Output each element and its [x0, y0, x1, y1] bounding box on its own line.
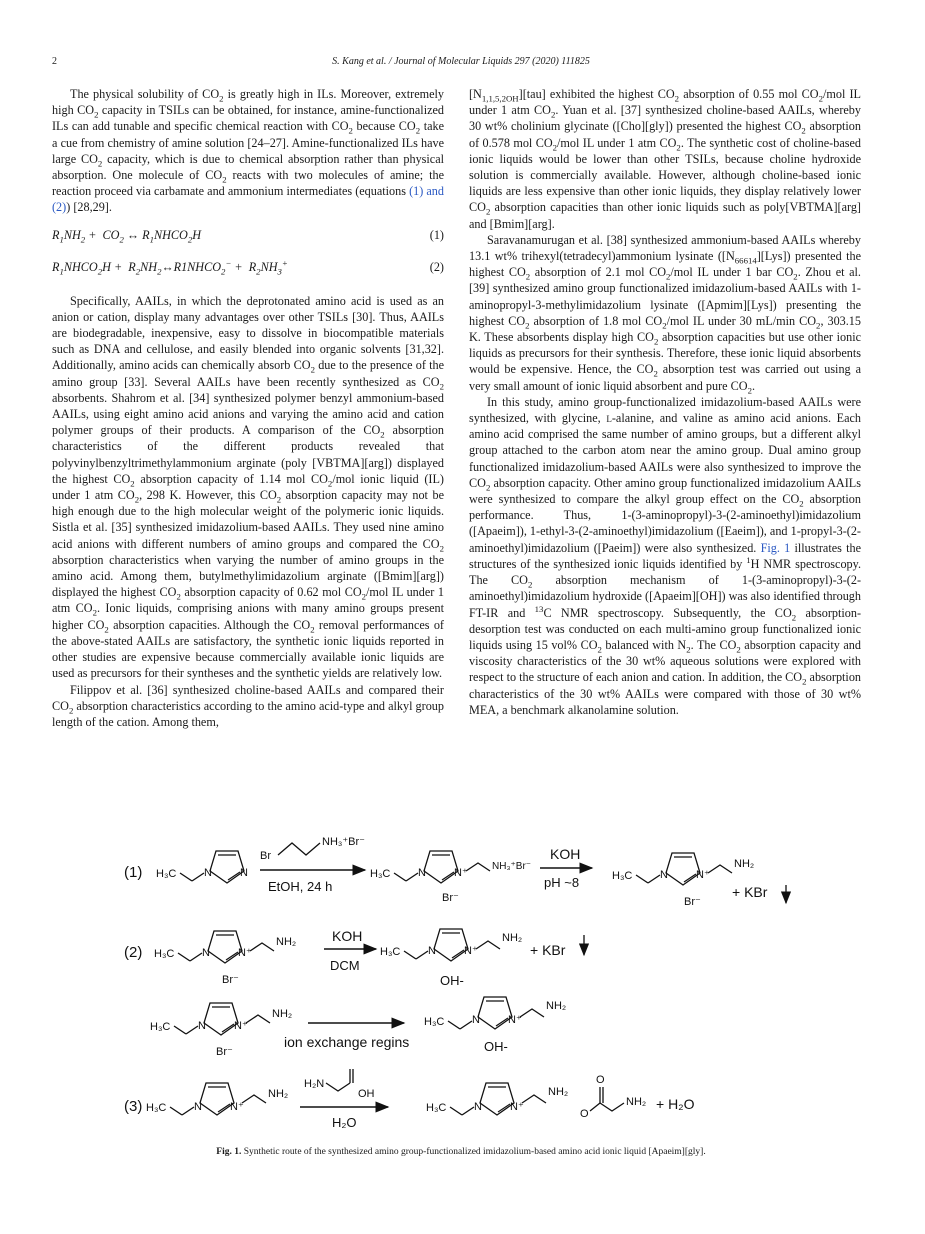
- atom-o: O: [580, 1108, 589, 1120]
- bond: [174, 1026, 186, 1034]
- atom-n: N: [660, 869, 668, 881]
- figure-caption-label: Fig. 1.: [216, 1147, 242, 1157]
- bond: [186, 1026, 198, 1034]
- imidazolium-ring: [666, 853, 700, 885]
- group-h3c: H₃C: [154, 948, 175, 960]
- atom-o: O: [596, 1074, 605, 1086]
- bond: [590, 1103, 600, 1111]
- group-nh2: NH₂: [268, 1088, 289, 1100]
- bond-chain: [466, 863, 490, 871]
- condition-water: H₂O: [332, 1115, 357, 1130]
- journal-citation: S. Kang et al. / Journal of Molecular Liquids 297 (2020) 111825: [332, 56, 590, 67]
- bond: [460, 1021, 472, 1029]
- bond: [450, 1107, 462, 1115]
- bond: [448, 1021, 460, 1029]
- paragraph: Specifically, AAILs, in which the deprotonated amino acid is used as an anion or cation, display many advantages over other TSILs [30]. Thus, AAILs are biodegradable, inexpensive, easy to dissolve in biocompatible materials such as DNA and cellulose, and easily blended into organic solvents [31,32]. Additionally, amino acids can chemically absorb $CO_2$ due to the presence of the amino group [33]. Several AAILs have been recently synthesized as $CO_2$ absorbents. Shahrom et al. [34] synthesized polymer benzyl ammonium-based AAILs, using eight amino acid anions and varying the amino acid and cation polymer groups of their products. A comparison of the $CO_2$ absorption characteristics of the different products revealed that polyvinylbenzyltrimethylammonium arginate (poly [VBTMA][arg]) displayed the highest $CO_2$ absorption capacity of 1.14 mol $CO_2$/mol ionic liquid (IL) under 1 atm $CO_2$, 298 K. However, this $CO_2$ absorption capacity may not be high enough due to the high molecular weight of the polymeric ionic liquids. Sistla et al. [35] synthesized imidazolium-based AAILs. They used nine amino acid anions with different numbers of amino groups and compared the $CO_2$ absorption characteristics when varying the number of amino groups in the amino acid. Among them, butylmethylimidazolium arginate ([Bmim][arg]) displayed the highest $CO_2$ absorption capacity of 0.62 mol $CO_2$/mol IL under 1 atm $CO_2$. Ionic liquids, comprising anions with many amino groups present higher $CO_2$ absorption capacities. Although the $CO_2$ removal performances of the above-stated AAILs are satisfactory, the synthetic ionic liquids reported in other studies are expensive because commercially available ionic liquids are used as precursors for their syntheses and the synthetic yields are relatively low.: [52, 293, 445, 681]
- group-h3c: H₃C: [370, 868, 391, 880]
- bond: [178, 953, 190, 961]
- synthesis-scheme-figure: [100, 825, 820, 1135]
- reagent-bromo: Br: [260, 850, 271, 862]
- bond: [648, 875, 660, 883]
- condition-ion-exchange: ion exchange regins: [284, 1034, 410, 1050]
- imidazolium-ring: [424, 851, 458, 883]
- bond: [462, 1107, 474, 1115]
- atom-nplus: N⁺: [508, 1014, 522, 1026]
- paragraph: In this study, amino group-functionalized imidazolium-based AAILs were synthesized, with glycine, l-alanine, and valine as amino acid anions. Each amino acid comprised the same number of amino groups, but a different alkyl group attached to the carbon atom near the amino group. Dual amino group functionalized imidazolium-based AAILs were also synthesized to improve the $CO_2$ absorption capacity. Other amino group functionalized imidazolium AAILs were synthesized to compare the alkyl group effect on the $CO_2$ absorption performance. Thus, 1-(3-aminopropyl)-3-(2-aminoethyl)imidazolium ([Apaeim]), 1-ethyl-3-(2-aminoethyl)imidazolium ([Eaeim]), and 1-propyl-3-(2-aminoethyl)imidazolium ([Paeim]) were also synthesized. Fig. 1 illustrates the structures of the synthesized ionic liquids identified by $^1$H NMR spectroscopy. The $CO_2$ absorption mechanism of 1-(3-aminopropyl)-3-(2-aminoethyl)imidazolium hydroxide ([Apaeim][OH]) was also identified through FT-IR and $^{13}$C NMR spectroscopy. Subsequently, the $CO_2$ absorption-desorption test was conducted on each multi-amino group functionalized ionic liquids using 15 vol% $CO_2$ balanced with $N_2$. The $CO_2$ absorption capacity and viscosity characteristics of the 30 wt% aqueous solutions were explored with respect to the structure of each anion and cation. In addition, the $CO_2$ absorption characteristics of the 30 wt% AAILs were compared with those of 30 wt% MEA, a benchmark alkanolamine solution.: [469, 394, 862, 717]
- page-number: 2: [52, 56, 57, 67]
- bond: [406, 873, 418, 881]
- imidazolium-ring: [434, 929, 468, 961]
- atom-n: N: [428, 945, 436, 957]
- bond-chain: [250, 943, 274, 951]
- group-h2n: H₂N: [304, 1078, 325, 1090]
- atom-nplus: N⁺: [454, 867, 468, 879]
- atom-n: N: [204, 867, 212, 879]
- byproduct-kbr: + KBr: [732, 884, 768, 900]
- bond-chain: [278, 843, 320, 855]
- bond: [190, 953, 202, 961]
- imidazolium-ring: [478, 997, 512, 1029]
- group-h3c: H₃C: [380, 946, 401, 958]
- running-head: [52, 56, 870, 72]
- atom-nplus: N⁺: [464, 945, 478, 957]
- bond-chain: [708, 865, 732, 873]
- bond-chain: [326, 1083, 350, 1091]
- bond-chain: [246, 1015, 270, 1023]
- equation-reference-link[interactable]: (1) and (2): [52, 184, 444, 215]
- group-oh: OH: [358, 1088, 375, 1100]
- group-nh2: NH₂: [734, 858, 755, 870]
- bond: [416, 951, 428, 959]
- row-label-2: (2): [124, 944, 143, 961]
- bond-chain: [520, 1009, 544, 1017]
- counterion-br: Br⁻: [684, 896, 701, 908]
- atom-n: N: [474, 1101, 482, 1113]
- byproduct-kbr: + KBr: [530, 942, 566, 958]
- right-column: [469, 86, 861, 718]
- atom-n: N: [202, 947, 210, 959]
- counterion-br: Br⁻: [442, 892, 459, 904]
- atom-n: N: [418, 867, 426, 879]
- paragraph: $[N_{1,1,5,2OH}][tau]$ exhibited the highest $CO_2$ absorption of 0.55 mol $CO_2$/mol IL under 1 atm $CO_2$. Yuan et al. [37] synthesized choline-based AAILs, whereby 30 wt% cholinium glycinate ([Cho][gly]) presented the highest $CO_2$ absorption of 0.578 mol $CO_2$/mol IL under 1 atm $CO_2$. The synthetic cost of choline-based ionic liquids would be lower than other TSILs, because choline hydroxide solution is commercially available. However, although choline-based ionic liquids are less expensive than other ionic liquids, they display relatively lower $CO_2$ absorption capacities than other ionic liquids such as poly[VBTMA][arg] and [Bmim][arg].: [469, 87, 861, 231]
- figure-caption-text: Synthetic route of the synthesized amino group-functionalized imidazolium-based amino acid ionic liquid [Apaeim][gly].: [243, 1147, 706, 1157]
- equation-2: $R_1NHCO_2H$ + $R_2NH_2\leftrightarrow R1NHCO_2^- + R_2NH_3^+$ (2): [52, 257, 444, 277]
- condition-koh: KOH: [332, 928, 363, 944]
- bond: [394, 873, 406, 881]
- condition-dcm: DCM: [330, 958, 360, 973]
- atom-nplus: N⁺: [238, 947, 252, 959]
- imidazolium-ring: [200, 1083, 234, 1115]
- bond: [182, 1107, 194, 1115]
- figure-1-link[interactable]: Fig. 1: [760, 540, 791, 555]
- atom-nplus: N⁺: [234, 1020, 248, 1032]
- condition-etoh: EtOH, 24 h: [268, 879, 333, 894]
- bond: [192, 873, 204, 881]
- paragraph: The physical solubility of $CO_2$ is greatly high in ILs. Moreover, extremely high $CO_2$ capacity in TSILs can be obtained, for instance, amine-functionalized ILs can add tunable and specific chemical reaction with $CO_2$ because $CO_2$ take a cue from chemistry of amine solution [24–27]. Amine-functionalized ILs have large $CO_2$ capacity, which is due to chemical absorption rather than physical absorption. One molecule of $CO_2$ reacts with two molecules of amine; the reaction proceed via carbamate and ammonium intermediates (equations (1) and (2)) [28,29].: [52, 87, 444, 215]
- group-nh2: NH₂: [276, 936, 297, 948]
- condition-ph: pH ~8: [544, 875, 580, 890]
- imidazolium-ring: [208, 931, 242, 963]
- group-nh3br: NH₃⁺Br⁻: [492, 861, 532, 872]
- group-nh2: NH₂: [272, 1008, 293, 1020]
- counterion-br: Br⁻: [216, 1046, 233, 1058]
- paragraph: Filippov et al. [36] synthesized choline-based AAILs and compared their $CO_2$ absorption characteristics according to the amino acid-type and alkyl group length of the cation. Among them,: [52, 682, 444, 729]
- group-h3c: H₃C: [612, 870, 633, 882]
- group-h3c: H₃C: [150, 1021, 171, 1033]
- equation-1: $R_1NH_2 + CO_2$ ↔ $R_1NHCO_2H$ (1): [52, 227, 444, 245]
- left-column: [52, 86, 444, 730]
- group-h3c: H₃C: [156, 868, 177, 880]
- row-label-3: (3): [124, 1098, 143, 1115]
- byproduct-water: + H₂O: [656, 1096, 695, 1112]
- equation-1-number: (1): [429, 227, 444, 242]
- figure-caption: [52, 1147, 870, 1157]
- group-nh2: NH₂: [548, 1086, 569, 1098]
- atom-nplus: N⁺: [230, 1101, 244, 1113]
- bond-chain: [600, 1103, 624, 1111]
- counterion-oh: OH-: [484, 1039, 508, 1054]
- paragraph: Saravanamurugan et al. [38] synthesized ammonium-based AAILs whereby 13.1 wt% trihexyl(tetradecyl)ammonium lysinate $([N_{66614}][Lys])$ presented the highest $CO_2$ absorption of 2.1 mol $CO_2$/mol IL under 1 bar $CO_2$. Zhou et al. [39] synthesized amino group functionalized imidazolium-based AAILs with 1-aminopropyl-3-methylimidazolium lysinate ([Apmim][Lys]) presenting the highest $CO_2$ absorption of 1.8 mol $CO_2$/mol IL under 30 mL/min $CO_2$, 303.15 K. These absorbents display high $CO_2$ absorption capacities but use other ionic liquids as precursors for their synthesis. Therefore, these ionic liquid absorbents would be expensive. Hence, the $CO_2$ absorption test was carried out using a very small amount of ionic liquid absorbent and pure $CO_2$.: [469, 232, 862, 396]
- bond: [636, 875, 648, 883]
- bond-chain: [522, 1095, 546, 1103]
- imidazole-ring: [210, 851, 244, 883]
- bond-chain: [242, 1095, 266, 1103]
- atom-n: N: [472, 1014, 480, 1026]
- imidazolium-ring: [204, 1003, 238, 1035]
- atom-n: N: [240, 867, 248, 879]
- counterion-br: Br⁻: [222, 974, 239, 986]
- row-label-1: (1): [124, 864, 143, 881]
- group-nh2: NH₂: [502, 932, 523, 944]
- imidazolium-ring: [480, 1083, 514, 1115]
- group-nh2: NH₂: [626, 1096, 647, 1108]
- group-nh3br: NH₃⁺Br⁻: [322, 836, 365, 848]
- bond: [404, 951, 416, 959]
- atom-n: N: [198, 1020, 206, 1032]
- counterion-oh: OH-: [440, 973, 464, 988]
- bond-chain: [476, 941, 500, 949]
- group-h3c: H₃C: [424, 1016, 445, 1028]
- group-h3c: H₃C: [146, 1102, 167, 1114]
- equation-2-number: (2): [429, 259, 444, 274]
- group-h3c: H₃C: [426, 1102, 447, 1114]
- atom-nplus: N⁺: [696, 869, 710, 881]
- bond: [170, 1107, 182, 1115]
- group-nh2: NH₂: [546, 1000, 567, 1012]
- atom-nplus: N⁺: [510, 1101, 524, 1113]
- atom-n: N: [194, 1101, 202, 1113]
- condition-koh: KOH: [550, 846, 581, 862]
- bond: [180, 873, 192, 881]
